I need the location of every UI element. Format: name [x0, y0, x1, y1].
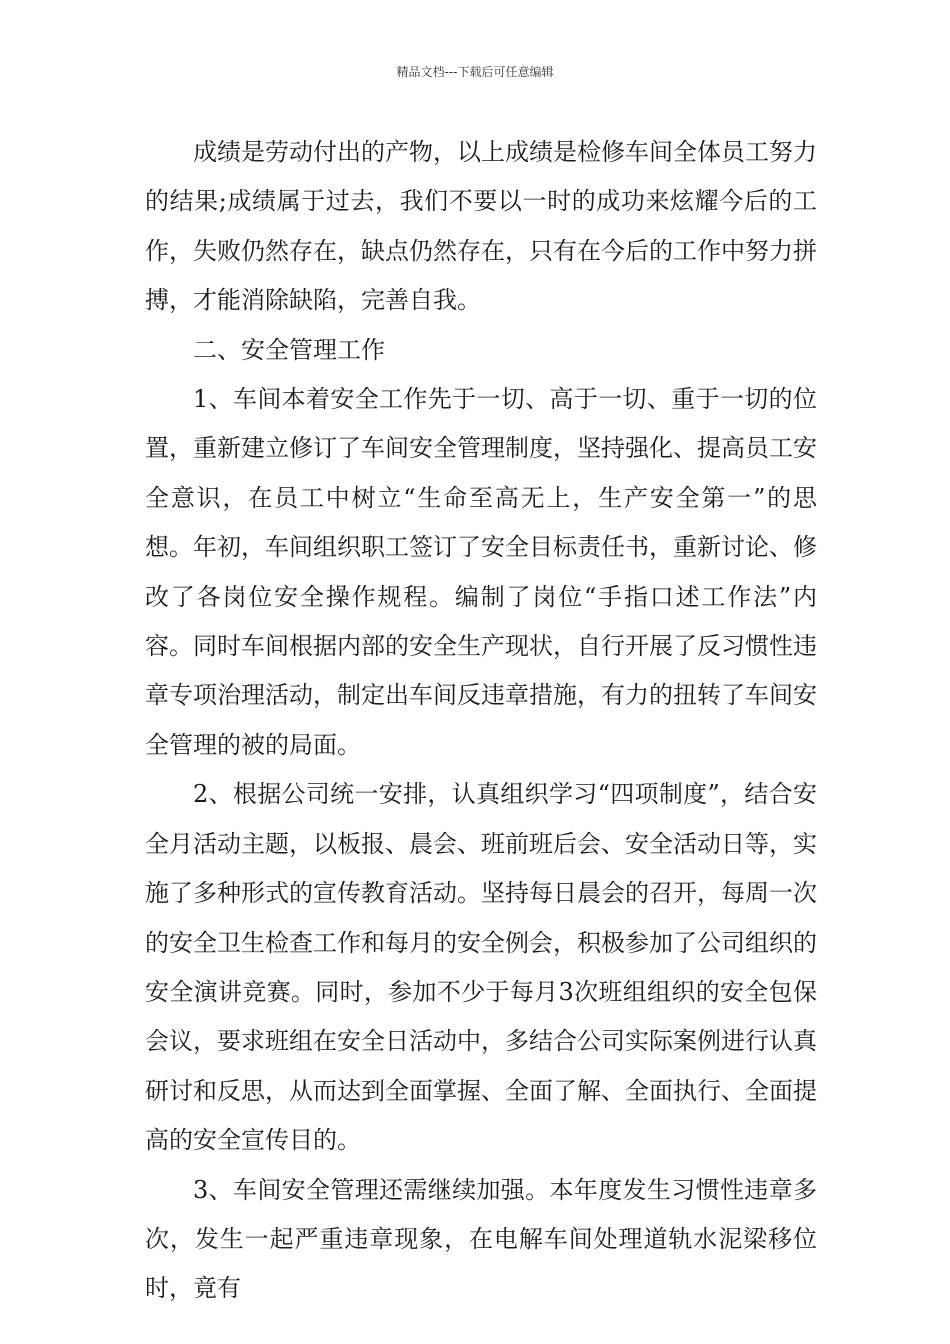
paragraph-safety-item-3: 3、车间安全管理还需继续加强。本年度发生习惯性违章多次，发生一起严重违章现象，在电解车间处理道轨水泥梁移位时，竟有: [145, 1175, 817, 1303]
paragraph-safety-item-2: 2、根据公司统一安排，认真组织学习“四项制度”，结合安全月活动主题，以板报、晨会、班前班后会、安全活动日等，实施了多种形式的宣传教育活动。坚持每日晨会的召开，每周一次的安全卫生检查工作和每月的安全例会，积极参加了公司组织的安全演讲竞赛。同时，参加不少于每月3次班组组织的安全包保会议，要求班组在安全日活动中，多结合公司实际案例进行认真研讨和反思，从而达到全面掌握、全面了解、全面执行、全面提高的安全宣传目的。: [145, 780, 817, 1155]
page-header: 精品文档---下载后可任意编辑: [396, 65, 554, 79]
paragraph-achievements-summary: 成绩是劳动付出的产物，以上成绩是检修车间全体员工努力的结果;成绩属于过去，我们不要以一时的成功来炫耀今后的工作，失败仍然存在，缺点仍然存在，只有在今后的工作中努力拼搏，才能消除缺陷，完善自我。: [145, 138, 817, 315]
paragraph-safety-item-1: 1、车间本着安全工作先于一切、高于一切、重于一切的位置，重新建立修订了车间安全管理制度，坚持强化、提高员工安全意识，在员工中树立“生命至高无上，生产安全第一”的思想。年初，车间组织职工签订了安全目标责任书，重新讨论、修改了各岗位安全操作规程。编制了岗位“手指口述工作法”内容。同时车间根据内部的安全生产现状，自行开展了反习惯性违章专项治理活动，制定出车间反违章措施，有力的扭转了车间安全管理的被的局面。: [145, 385, 817, 759]
document-body: [145, 128, 817, 1314]
section-heading-safety-management: 二、安全管理工作: [193, 335, 385, 364]
